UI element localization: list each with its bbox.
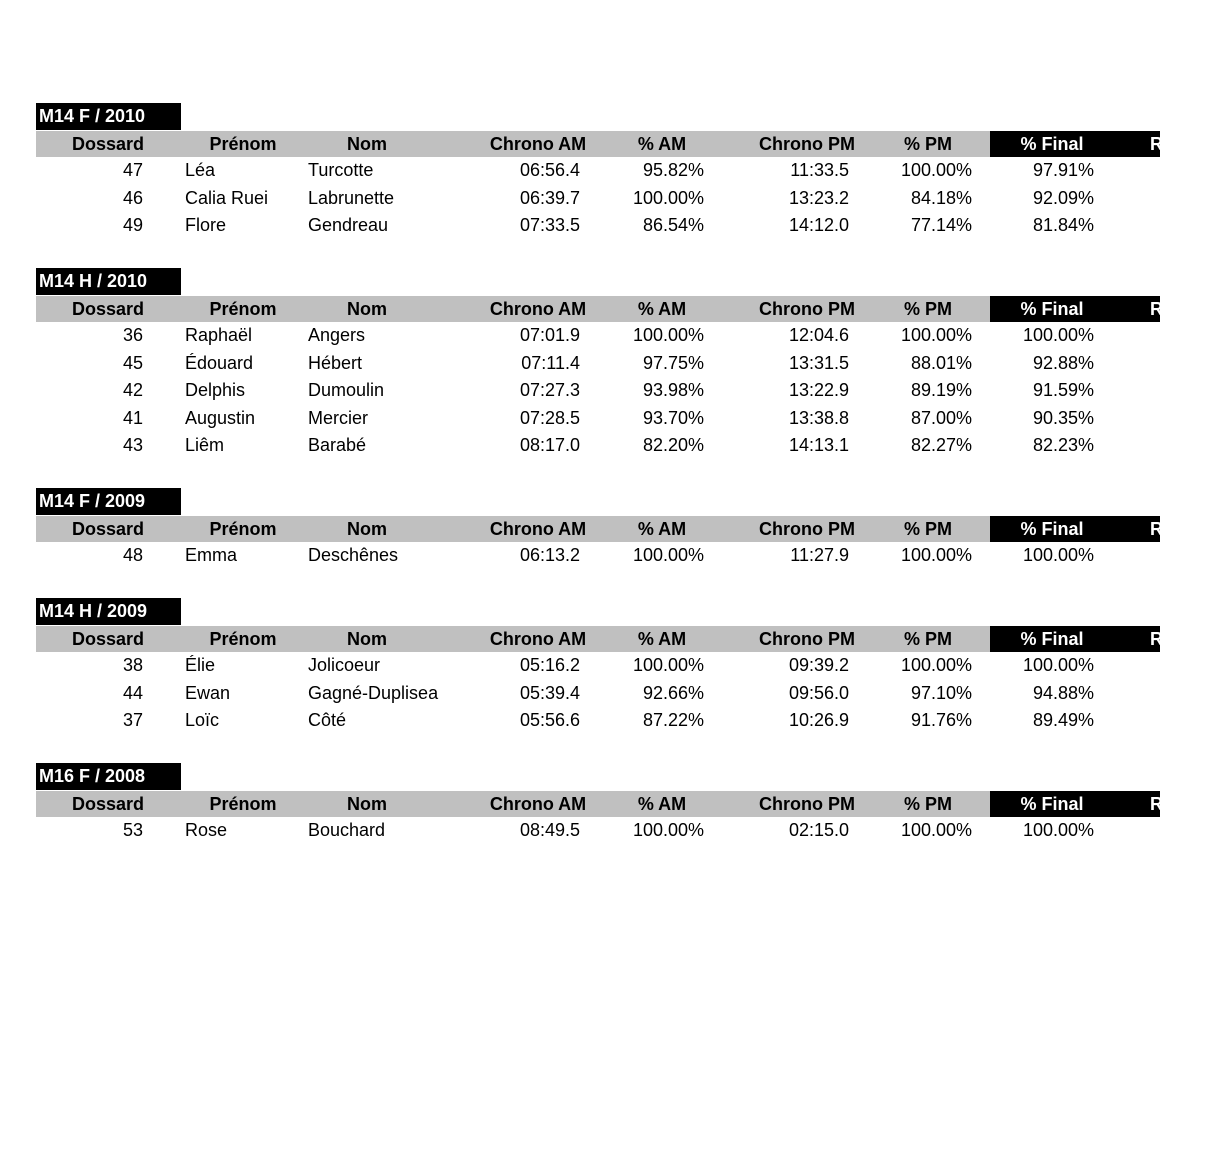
cell-chrono-pm: 13:38.8: [788, 407, 849, 428]
cell-pct-am: 97.75%: [642, 352, 704, 373]
header-rank: R: [1150, 629, 1163, 649]
header-prenom: Prénom: [209, 629, 277, 649]
cell-pct-pm: 91.76%: [910, 710, 972, 730]
header-dossard: Dossard: [71, 519, 145, 539]
header-prenom: Prénom: [209, 299, 277, 319]
table-row: [36, 432, 1160, 459]
cell-chrono-pm: 13:23.2: [788, 187, 849, 208]
cell-pct-pm: 89.19%: [910, 380, 972, 400]
header-pct-pm: % PM: [903, 299, 952, 319]
category-section: [36, 488, 1163, 574]
cell-pct-pm: 84.18%: [910, 187, 972, 208]
cell-chrono-am: 06:13.2: [519, 545, 580, 565]
cell-pct-am: 93.70%: [642, 407, 704, 428]
cell-dossard: 41: [122, 407, 143, 428]
header-chrono-am: Chrono AM: [489, 299, 587, 319]
header-rank: R: [1150, 519, 1163, 539]
cell-chrono-pm: 13:31.5: [788, 352, 849, 373]
cell-nom: Mercier: [308, 407, 369, 428]
header-pct-pm: % PM: [903, 519, 952, 539]
cell-pct-pm: 100.00%: [900, 545, 972, 565]
cell-nom: Bouchard: [308, 820, 386, 840]
table-row: [36, 817, 1160, 844]
header-nom: Nom: [347, 629, 387, 649]
cell-pct-am: 87.22%: [642, 710, 704, 730]
header-chrono-am: Chrono AM: [489, 519, 587, 539]
cell-pct-final: 97.91%: [1032, 160, 1094, 180]
cell-pct-pm: 100.00%: [900, 820, 972, 840]
table-header: [36, 626, 1163, 652]
header-pct-am: % AM: [637, 519, 687, 539]
cell-pct-am: 82.20%: [642, 435, 704, 455]
header-chrono-pm: Chrono PM: [759, 134, 855, 154]
cell-dossard: 45: [122, 352, 143, 373]
cell-nom: Jolicoeur: [308, 655, 381, 675]
cell-pct-pm: 82.27%: [910, 435, 972, 455]
table-header: [36, 296, 1163, 322]
cell-dossard: 48: [122, 545, 143, 565]
header-dossard: Dossard: [71, 794, 145, 814]
header-pct-pm: % PM: [903, 134, 952, 154]
cell-pct-pm: 97.10%: [910, 682, 972, 703]
cell-prenom: Raphaël: [185, 325, 253, 345]
cell-dossard: 42: [122, 380, 143, 400]
cell-pct-final: 94.88%: [1032, 682, 1094, 703]
cell-pct-final: 100.00%: [1022, 820, 1094, 840]
cell-prenom: Augustin: [185, 407, 256, 428]
cell-pct-am: 86.54%: [642, 215, 704, 235]
header-chrono-pm: Chrono PM: [759, 519, 855, 539]
cell-nom: Hébert: [308, 352, 363, 373]
cell-nom: Angers: [308, 325, 366, 345]
header-chrono-am: Chrono AM: [489, 134, 587, 154]
table-row: [36, 350, 1160, 377]
cell-prenom: Emma: [185, 545, 238, 565]
cell-chrono-am: 08:49.5: [519, 820, 580, 840]
table-row: [36, 212, 1160, 239]
header-dossard: Dossard: [71, 629, 145, 649]
cell-pct-am: 92.66%: [642, 682, 704, 703]
header-nom: Nom: [347, 134, 387, 154]
cell-prenom: Flore: [185, 215, 227, 235]
cell-prenom: Calia Ruei: [185, 187, 269, 208]
table-row: [36, 680, 1160, 707]
table-row: [36, 707, 1160, 734]
cell-chrono-pm: 10:26.9: [788, 710, 849, 730]
header-pct-final: % Final: [1020, 629, 1084, 649]
header-chrono-am: Chrono AM: [489, 629, 587, 649]
cell-dossard: 47: [122, 160, 143, 180]
cell-pct-pm: 100.00%: [900, 325, 972, 345]
header-pct-final: % Final: [1020, 134, 1084, 154]
cell-pct-am: 95.82%: [642, 160, 704, 180]
header-dossard: Dossard: [71, 134, 145, 154]
header-rank: R: [1150, 134, 1163, 154]
cell-pct-am: 93.98%: [642, 380, 704, 400]
cell-chrono-am: 05:39.4: [519, 682, 580, 703]
cell-chrono-pm: 02:15.0: [788, 820, 849, 840]
cell-dossard: 46: [122, 187, 143, 208]
cell-chrono-pm: 14:12.0: [788, 215, 849, 235]
table-header: [36, 791, 1163, 817]
header-pct-am: % AM: [637, 794, 687, 814]
header-prenom: Prénom: [209, 794, 277, 814]
cell-dossard: 37: [122, 710, 143, 730]
category-section: [36, 598, 1163, 739]
header-nom: Nom: [347, 299, 387, 319]
table-row: [36, 542, 1160, 569]
cell-chrono-pm: 09:56.0: [788, 682, 849, 703]
cell-pct-final: 89.49%: [1032, 710, 1094, 730]
cell-nom: Côté: [308, 710, 347, 730]
table-row: [36, 377, 1160, 404]
category-section: [36, 268, 1163, 464]
cell-dossard: 36: [122, 325, 143, 345]
cell-nom: Turcotte: [308, 160, 374, 180]
cell-pct-am: 100.00%: [632, 545, 704, 565]
cell-dossard: 49: [122, 215, 143, 235]
category-title: M14 H / 2009: [36, 598, 181, 625]
header-dossard: Dossard: [71, 299, 145, 319]
header-prenom: Prénom: [209, 134, 277, 154]
cell-pct-am: 100.00%: [632, 187, 704, 208]
cell-pct-am: 100.00%: [632, 325, 704, 345]
cell-nom: Labrunette: [308, 187, 395, 208]
cell-dossard: 53: [122, 820, 143, 840]
header-rank: R: [1150, 299, 1163, 319]
cell-dossard: 44: [122, 682, 143, 703]
cell-nom: Dumoulin: [308, 380, 385, 400]
cell-pct-final: 82.23%: [1032, 435, 1094, 455]
category-title: M14 F / 2009: [36, 488, 181, 515]
header-pct-pm: % PM: [903, 794, 952, 814]
table-row: [36, 157, 1160, 184]
cell-chrono-am: 06:56.4: [519, 160, 580, 180]
cell-chrono-am: 05:16.2: [519, 655, 580, 675]
header-chrono-am: Chrono AM: [489, 794, 587, 814]
cell-pct-am: 100.00%: [632, 820, 704, 840]
header-rank: R: [1150, 794, 1163, 814]
header-nom: Nom: [347, 519, 387, 539]
cell-chrono-am: 06:39.7: [519, 187, 580, 208]
cell-chrono-pm: 14:13.1: [788, 435, 849, 455]
cell-chrono-am: 05:56.6: [519, 710, 580, 730]
table-header: [36, 131, 1163, 157]
header-pct-final: % Final: [1020, 794, 1084, 814]
cell-pct-pm: 100.00%: [900, 160, 972, 180]
table-row: [36, 652, 1160, 679]
cell-chrono-am: 07:27.3: [519, 380, 580, 400]
header-chrono-pm: Chrono PM: [759, 299, 855, 319]
cell-nom: Deschênes: [308, 545, 399, 565]
header-pct-am: % AM: [637, 629, 687, 649]
table-row: [36, 405, 1160, 432]
cell-chrono-pm: 09:39.2: [788, 655, 849, 675]
header-nom: Nom: [347, 794, 387, 814]
category-title: M16 F / 2008: [36, 763, 181, 790]
category-title: M14 H / 2010: [36, 268, 181, 295]
cell-chrono-pm: 11:33.5: [790, 160, 849, 180]
header-pct-am: % AM: [637, 299, 687, 319]
cell-pct-final: 92.09%: [1032, 187, 1094, 208]
cell-nom: Gagné-Duplisea: [308, 682, 439, 703]
cell-pct-am: 100.00%: [632, 655, 704, 675]
cell-prenom: Delphis: [185, 380, 246, 400]
cell-dossard: 38: [122, 655, 143, 675]
table-row: [36, 322, 1160, 349]
cell-pct-final: 81.84%: [1032, 215, 1094, 235]
cell-pct-pm: 100.00%: [900, 655, 972, 675]
table-row: [36, 185, 1160, 212]
header-pct-am: % AM: [637, 134, 687, 154]
cell-pct-final: 100.00%: [1022, 545, 1094, 565]
cell-prenom: Élie: [185, 655, 216, 675]
table-header: [36, 516, 1163, 542]
cell-chrono-pm: 12:04.6: [788, 325, 849, 345]
cell-nom: Gendreau: [308, 215, 389, 235]
cell-pct-pm: 87.00%: [910, 407, 972, 428]
cell-pct-final: 91.59%: [1032, 380, 1094, 400]
cell-chrono-pm: 13:22.9: [788, 380, 849, 400]
category-section: [36, 103, 1163, 244]
cell-chrono-am: 07:33.5: [519, 215, 580, 235]
cell-pct-pm: 88.01%: [910, 352, 972, 373]
cell-nom: Barabé: [308, 435, 367, 455]
header-pct-final: % Final: [1020, 299, 1084, 319]
category-title: M14 F / 2010: [36, 103, 181, 130]
header-pct-pm: % PM: [903, 629, 952, 649]
cell-dossard: 43: [122, 435, 143, 455]
cell-prenom: Rose: [185, 820, 228, 840]
cell-chrono-am: 08:17.0: [519, 435, 580, 455]
cell-prenom: Léa: [185, 160, 216, 180]
cell-pct-final: 100.00%: [1022, 655, 1094, 675]
cell-pct-pm: 77.14%: [910, 215, 972, 235]
header-prenom: Prénom: [209, 519, 277, 539]
cell-pct-final: 92.88%: [1032, 352, 1094, 373]
cell-chrono-am: 07:01.9: [519, 325, 580, 345]
header-chrono-pm: Chrono PM: [759, 629, 855, 649]
cell-chrono-pm: 11:27.9: [790, 545, 849, 565]
header-pct-final: % Final: [1020, 519, 1084, 539]
cell-chrono-am: 07:11.4: [521, 352, 580, 373]
cell-prenom: Ewan: [185, 682, 231, 703]
header-chrono-pm: Chrono PM: [759, 794, 855, 814]
cell-prenom: Loïc: [185, 710, 220, 730]
category-section: [36, 763, 1163, 849]
cell-pct-final: 100.00%: [1022, 325, 1094, 345]
cell-chrono-am: 07:28.5: [519, 407, 580, 428]
cell-prenom: Édouard: [185, 352, 254, 373]
cell-pct-final: 90.35%: [1032, 407, 1094, 428]
cell-prenom: Liêm: [185, 435, 225, 455]
